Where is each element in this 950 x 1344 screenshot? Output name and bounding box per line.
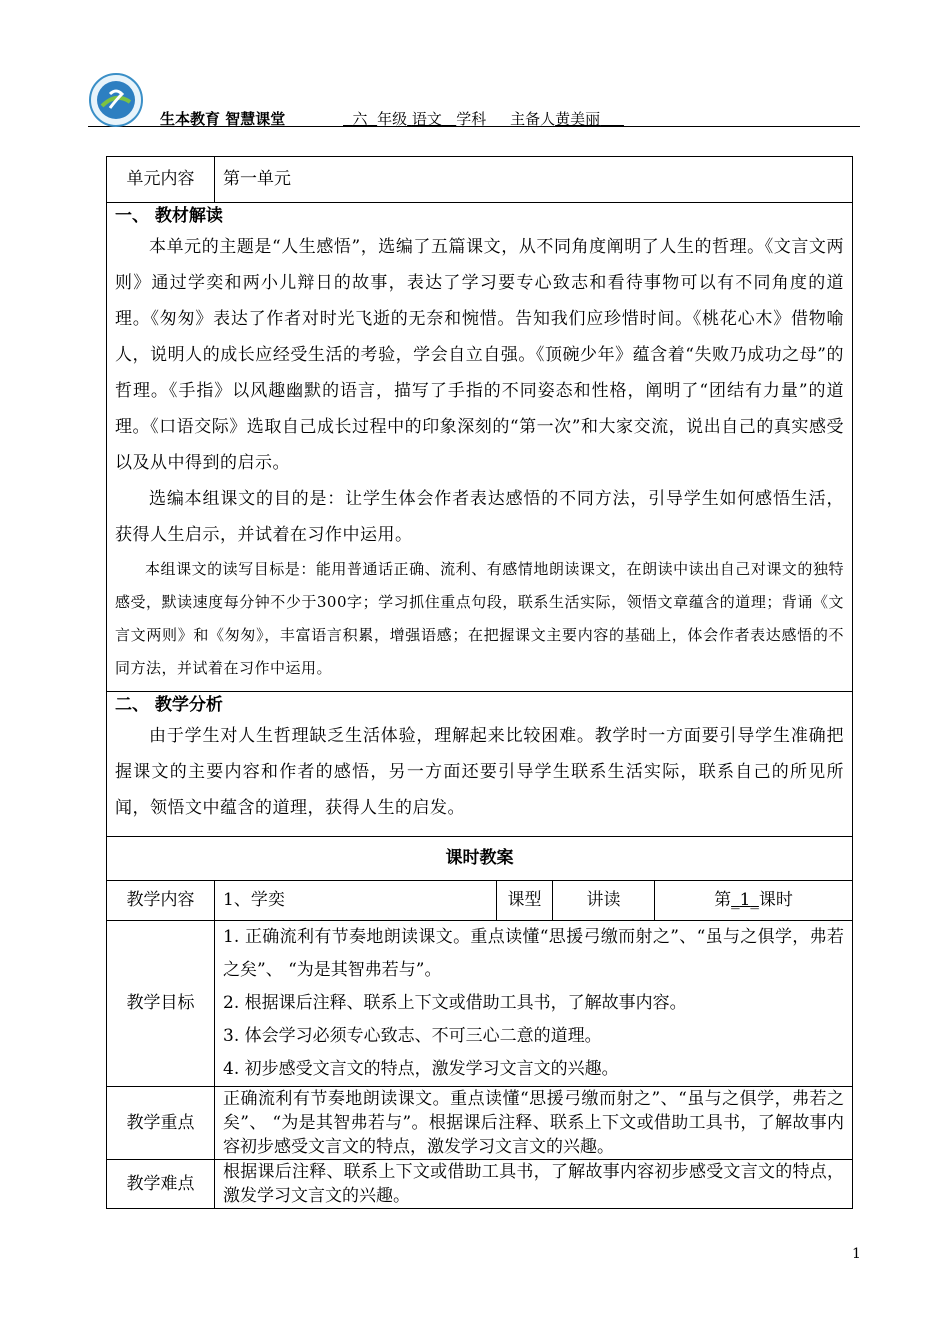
page-header	[88, 68, 860, 127]
section1-paragraph-2: 选编本组课文的目的是：让学生体会作者表达感悟的不同方法，引导学生如何感悟生活，获得人生启示，并试着在习作中运用。	[115, 489, 844, 545]
goal-item: 4. 初步感受文言文的特点，激发学习文言文的兴趣。	[223, 1059, 619, 1079]
lesson-plan-title: 课时教案	[107, 837, 853, 881]
page-number: 1	[852, 1246, 861, 1262]
section1-paragraph-1: 本单元的主题是“人生感悟”，选编了五篇课文，从不同角度阐明了人生的哲理。《文言文两则》通过学奕和两小儿辩日的故事，表达了学习要专心致志和看待事物可以有不同角度的道理。《匆匆》表达了作者对时光飞逝的无奈和惋惜。告知我们应珍惜时间。《桃花心木》借物喻人，说明人的成长应经受生活的考验，学会自立自强。《顶碗少年》蕴含着“失败乃成功之母”的哲理。《手指》以风趣幽默的语言，描写了手指的不同姿态和性格，阐明了“团结有力量”的道理。《口语交际》选取自己成长过程中的印象深刻的“第一次”和大家交流，说出自己的真实感受以及从中得到的启示。	[115, 237, 844, 473]
section1-title: 一、 教材解读	[115, 206, 223, 226]
difficulty-label: 教学难点	[107, 1160, 215, 1209]
school-logo-icon	[88, 72, 144, 128]
lesson-table	[106, 156, 853, 1209]
unit-label: 单元内容	[107, 157, 215, 203]
content-label: 教学内容	[107, 881, 215, 921]
difficulty-value: 根据课后注释、联系上下文或借助工具书，了解故事内容初步感受文言文的特点，激发学习文言文的兴趣。	[215, 1160, 853, 1209]
goals-list	[215, 921, 853, 1087]
header-brand: 生本教育 智慧课堂	[160, 110, 286, 128]
type-label: 课型	[497, 881, 553, 921]
goals-label: 教学目标	[107, 921, 215, 1087]
focus-label: 教学重点	[107, 1087, 215, 1160]
section-teaching-analysis	[107, 692, 853, 837]
type-value: 讲读	[553, 881, 655, 921]
goal-item: 3. 体会学习必须专心致志、不可三心二意的道理。	[223, 1026, 602, 1046]
section2-title: 二、 教学分析	[115, 695, 223, 715]
goal-item: 2. 根据课后注释、联系上下文或借助工具书，了解故事内容。	[223, 993, 687, 1013]
header-meta: 六 年级 语文 学科 主备人黄美丽	[352, 110, 601, 128]
section2-paragraph-1: 由于学生对人生哲理缺乏生活体验，理解起来比较困难。教学时一方面要引导学生准确把握课文的主要内容和作者的感悟，另一方面还要引导学生联系生活实际，联系自己的所见所闻，领悟文中蕴含的道理，获得人生的启发。	[115, 726, 844, 818]
content-value: 1、学奕	[215, 881, 497, 921]
section1-paragraph-3: 本组课文的读写目标是：能用普通话正确、流利、有感情地朗读课文，在朗读中读出自己对课文的独特感受，默读速度每分钟不少于300字；学习抓住重点句段，联系生活实际，领悟文章蕴含的道理；背诵《文言文两则》和《匆匆》，丰富语言积累，增强语感；在把握课文主要内容的基础上，体会作者表达感悟的不同方法，并试着在习作中运用。	[115, 560, 844, 677]
focus-value: 正确流利有节奏地朗读课文。重点读懂“思援弓缴而射之”、“虽与之俱学，弗若之矣”、 “为是其智弗若与”。根据课后注释、联系上下文或借助工具书，了解故事内容初步感受文言文的特点，激发学习文言文的兴趣。	[215, 1087, 853, 1160]
period-value: 第_1_课时	[655, 881, 853, 921]
goal-item: 1. 正确流利有节奏地朗读课文。重点读懂“思援弓缴而射之”、“虽与之俱学，弗若之矣”、 “为是其智弗若与”。	[223, 927, 844, 980]
unit-value: 第一单元	[215, 157, 853, 203]
section-textbook-analysis	[107, 203, 853, 692]
